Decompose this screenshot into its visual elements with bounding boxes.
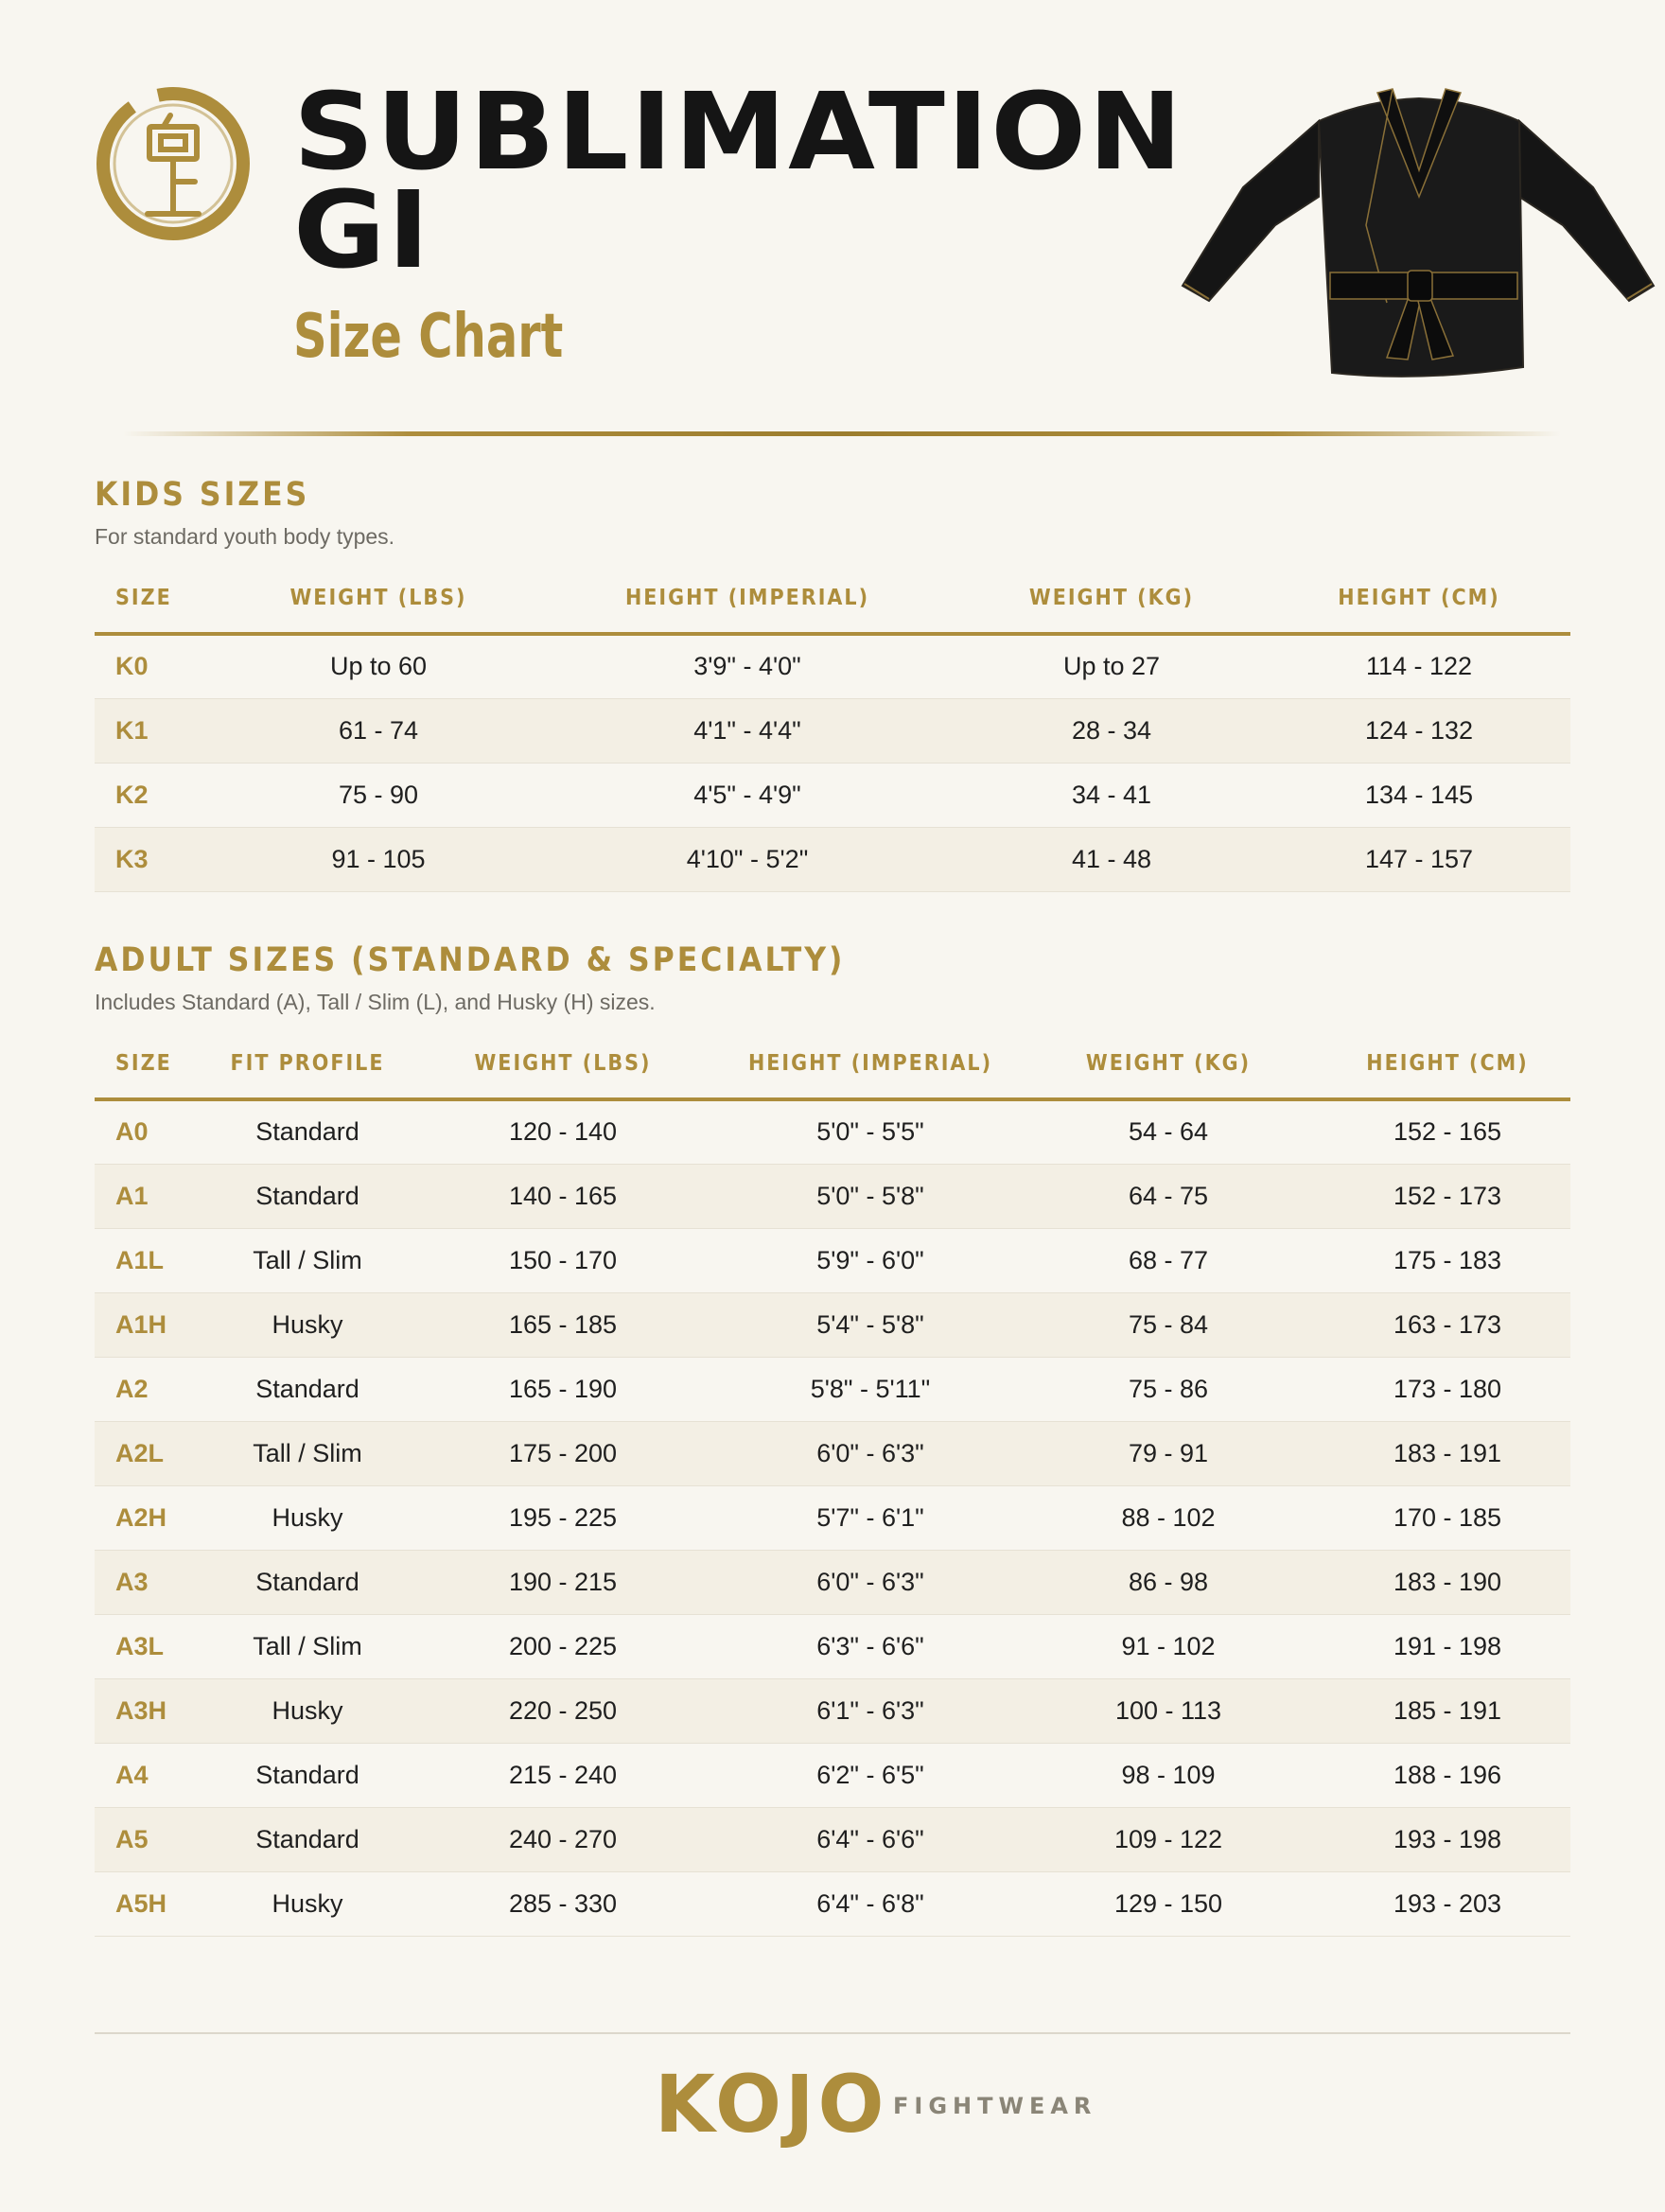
table-cell: 98 - 109 [1012,1743,1324,1807]
size-code-cell: A1H [95,1292,218,1357]
table-row [95,1743,1570,1807]
column-header-height-cm: HEIGHT (CM) [1324,1029,1570,1099]
kids-size-table [95,564,1570,892]
table-cell: 173 - 180 [1324,1357,1570,1421]
table-cell: 5'9" - 6'0" [728,1228,1012,1292]
size-code-cell: K1 [95,698,218,763]
table-cell: 64 - 75 [1012,1164,1324,1228]
table-header-row [95,564,1570,634]
table-row [95,1357,1570,1421]
size-code-cell: A2 [95,1357,218,1421]
table-cell: 195 - 225 [397,1485,728,1550]
size-code-cell: K2 [95,763,218,827]
table-row [95,1485,1570,1550]
size-code-cell: A1L [95,1228,218,1292]
table-cell: 165 - 190 [397,1357,728,1421]
column-header-weight-kg: WEIGHT (KG) [955,564,1268,634]
size-code-cell: A2H [95,1485,218,1550]
brand-tagline: FIGHTWEAR [893,2093,1097,2119]
table-cell: 129 - 150 [1012,1871,1324,1936]
table-cell: 5'0" - 5'8" [728,1164,1012,1228]
table-row [95,827,1570,891]
table-row [95,1099,1570,1164]
table-cell: Standard [218,1550,397,1614]
table-cell: 183 - 190 [1324,1550,1570,1614]
size-code-cell: A1 [95,1164,218,1228]
table-cell: 75 - 84 [1012,1292,1324,1357]
table-cell: 41 - 48 [955,827,1268,891]
table-cell: Standard [218,1357,397,1421]
table-row [95,1421,1570,1485]
table-cell: Tall / Slim [218,1614,397,1678]
table-cell: 34 - 41 [955,763,1268,827]
table-row [95,634,1570,698]
table-cell: 124 - 132 [1268,698,1570,763]
column-header-fit-profile: FIT PROFILE [218,1029,397,1099]
table-cell: 163 - 173 [1324,1292,1570,1357]
table-cell: Tall / Slim [218,1228,397,1292]
kanji-seal-icon [93,83,254,244]
table-cell: 75 - 86 [1012,1357,1324,1421]
column-header-height-imperial: HEIGHT (IMPERIAL) [728,1029,1012,1099]
table-row [95,1871,1570,1936]
table-row [95,1807,1570,1871]
column-header-weight-lbs: WEIGHT (LBS) [218,564,539,634]
size-code-cell: A5 [95,1807,218,1871]
table-cell: 91 - 102 [1012,1614,1324,1678]
column-header-size: SIZE [95,564,218,634]
table-cell: 200 - 225 [397,1614,728,1678]
table-cell: 54 - 64 [1012,1099,1324,1164]
table-cell: 4'10" - 5'2" [539,827,955,891]
table-cell: 6'3" - 6'6" [728,1614,1012,1678]
table-cell: 61 - 74 [218,698,539,763]
table-cell: 190 - 215 [397,1550,728,1614]
size-code-cell: A2L [95,1421,218,1485]
table-cell: 6'1" - 6'3" [728,1678,1012,1743]
table-cell: Up to 27 [955,634,1268,698]
column-header-height-cm: HEIGHT (CM) [1268,564,1570,634]
table-cell: 147 - 157 [1268,827,1570,891]
table-cell: Husky [218,1485,397,1550]
table-cell: 152 - 173 [1324,1164,1570,1228]
column-header-size: SIZE [95,1029,218,1099]
table-cell: 5'4" - 5'8" [728,1292,1012,1357]
footer-divider [95,2032,1570,2034]
table-row [95,1614,1570,1678]
table-row [95,763,1570,827]
table-cell: Up to 60 [218,634,539,698]
table-row [95,1164,1570,1228]
table-cell: 140 - 165 [397,1164,728,1228]
table-cell: 183 - 191 [1324,1421,1570,1485]
table-cell: 3'9" - 4'0" [539,634,955,698]
table-cell: Husky [218,1678,397,1743]
table-cell: 6'4" - 6'6" [728,1807,1012,1871]
table-cell: 152 - 165 [1324,1099,1570,1164]
column-header-weight-kg: WEIGHT (KG) [1012,1029,1324,1099]
table-row [95,1228,1570,1292]
table-cell: 114 - 122 [1268,634,1570,698]
table-cell: 193 - 198 [1324,1807,1570,1871]
adult-size-table [95,1029,1570,1937]
table-cell: 4'1" - 4'4" [539,698,955,763]
table-cell: 240 - 270 [397,1807,728,1871]
brand-wordmark: KOJO [655,2058,888,2151]
size-code-cell: K0 [95,634,218,698]
table-cell: Standard [218,1743,397,1807]
table-cell: 6'0" - 6'3" [728,1550,1012,1614]
column-header-height-imperial: HEIGHT (IMPERIAL) [539,564,955,634]
table-cell: 170 - 185 [1324,1485,1570,1550]
adult-table-body [95,1099,1570,1936]
gold-divider [123,431,1561,436]
table-cell: 6'0" - 6'3" [728,1421,1012,1485]
table-cell: Standard [218,1099,397,1164]
kids-table-body [95,634,1570,891]
page-subtitle: Size Chart [293,302,564,372]
table-cell: 91 - 105 [218,827,539,891]
table-cell: Standard [218,1807,397,1871]
size-code-cell: A3H [95,1678,218,1743]
table-cell: 5'0" - 5'5" [728,1099,1012,1164]
table-cell: 100 - 113 [1012,1678,1324,1743]
table-cell: 109 - 122 [1012,1807,1324,1871]
table-cell: 150 - 170 [397,1228,728,1292]
size-code-cell: A0 [95,1099,218,1164]
table-cell: 79 - 91 [1012,1421,1324,1485]
table-header-row [95,1029,1570,1099]
table-row [95,698,1570,763]
table-cell: 193 - 203 [1324,1871,1570,1936]
table-row [95,1550,1570,1614]
table-cell: 285 - 330 [397,1871,728,1936]
table-cell: 220 - 250 [397,1678,728,1743]
page-title-line2: GI [293,169,431,292]
table-cell: Standard [218,1164,397,1228]
table-cell: Husky [218,1292,397,1357]
table-cell: 120 - 140 [397,1099,728,1164]
black-gi-jacket-icon [1177,83,1657,382]
table-cell: 6'2" - 6'5" [728,1743,1012,1807]
adult-section-title: ADULT SIZES (STANDARD & SPECIALTY) [95,941,846,979]
table-cell: 175 - 183 [1324,1228,1570,1292]
table-cell: 165 - 185 [397,1292,728,1357]
table-cell: 5'7" - 6'1" [728,1485,1012,1550]
table-cell: 68 - 77 [1012,1228,1324,1292]
table-cell: 188 - 196 [1324,1743,1570,1807]
table-cell: 88 - 102 [1012,1485,1324,1550]
table-cell: 191 - 198 [1324,1614,1570,1678]
size-code-cell: K3 [95,827,218,891]
page-title-line1: SUBLIMATION [293,71,1184,194]
table-cell: 134 - 145 [1268,763,1570,827]
size-code-cell: A5H [95,1871,218,1936]
table-cell: 75 - 90 [218,763,539,827]
table-cell: 6'4" - 6'8" [728,1871,1012,1936]
table-cell: 4'5" - 4'9" [539,763,955,827]
title-block [293,71,1184,373]
kids-section [95,475,1570,892]
column-header-weight-lbs: WEIGHT (LBS) [397,1029,728,1099]
table-cell: 28 - 34 [955,698,1268,763]
size-code-cell: A3L [95,1614,218,1678]
table-cell: Husky [218,1871,397,1936]
kids-section-description: For standard youth body types. [95,524,395,549]
size-code-cell: A3 [95,1550,218,1614]
brand-logo [655,2058,1097,2151]
table-cell: 5'8" - 5'11" [728,1357,1012,1421]
table-cell: Tall / Slim [218,1421,397,1485]
table-row [95,1678,1570,1743]
adult-section [95,940,1570,1937]
table-row [95,1292,1570,1357]
table-cell: 175 - 200 [397,1421,728,1485]
size-code-cell: A4 [95,1743,218,1807]
kids-section-title: KIDS SIZES [95,476,310,514]
table-cell: 86 - 98 [1012,1550,1324,1614]
table-cell: 215 - 240 [397,1743,728,1807]
adult-section-description: Includes Standard (A), Tall / Slim (L), and Husky (H) sizes. [95,990,656,1014]
table-cell: 185 - 191 [1324,1678,1570,1743]
